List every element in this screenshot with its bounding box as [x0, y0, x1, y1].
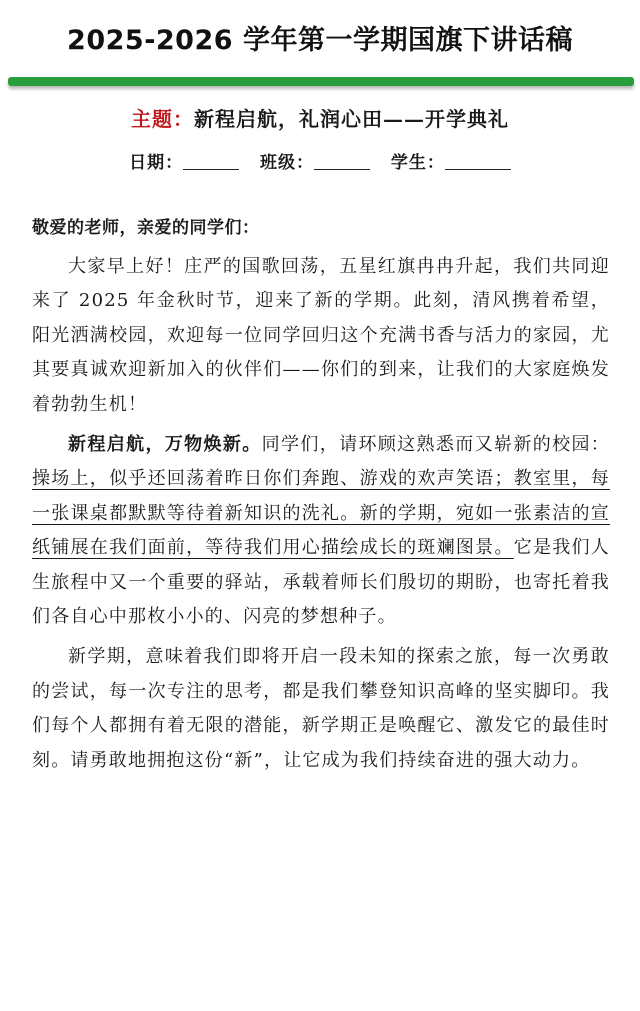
paragraph-3: 新学期，意味着我们即将开启一段未知的探索之旅，每一次勇敢的尝试，每一次专注的思考，都是我们攀登知识高峰的坚实脚印。我们每个人都拥有着无限的潜能，新学期正是唤醒它、激发它的最佳时刻。请勇敢地拥抱这份“新”，让它成为我们持续奋进的强大动力。 — [32, 646, 610, 771]
paragraph-2-text-b: 它是我们人生旅程中又一个重要的驿站，承载着师长们殷切的期盼，也寄托着我们各自心中那枚小小的、闪亮的梦想种子。 — [32, 537, 611, 628]
meta-line — [0, 148, 640, 173]
class-label: 班级： — [260, 153, 314, 173]
theme-line — [0, 103, 640, 132]
paragraph-2-text-a: 同学们，请环顾这熟悉而又崭新的校园： — [261, 434, 611, 456]
date-field[interactable] — [183, 153, 239, 170]
student-label: 学生： — [390, 153, 445, 173]
class-field[interactable] — [314, 153, 370, 170]
date-label: 日期： — [129, 153, 184, 173]
greeting: 敬爱的老师，亲爱的同学们： — [32, 218, 260, 238]
paragraph-1: 大家早上好！庄严的国歌回荡，五星红旗冉冉升起，我们共同迎来了 2025 年金秋时节，迎来了新的学期。此刻，清风携着希望，阳光洒满校园，欢迎每一位同学回归这个充满书香与活力的家园，尤其要真诚欢迎新加入的伙伴们——你们的到来，让我们的大家庭焕发着勃勃生机！ — [32, 256, 610, 415]
paragraph-2-lead: 新程启航，万物焕新。 — [68, 434, 262, 456]
title-divider-bar — [8, 77, 634, 86]
speech-body — [32, 250, 610, 784]
theme-text: 新程启航，礼润心田——开学典礼 — [194, 107, 509, 131]
theme-label: 主题： — [131, 107, 194, 131]
paragraph-2-underlined: 操场上，似乎还回荡着昨日你们奔跑、游戏的欢声笑语；教室里，每一张课桌都默默等待着新知识的洗礼。新的学期，宛如一张素洁的宣纸铺展在我们面前，等待我们用心描绘成长的斑斓图景。 — [32, 468, 610, 559]
page-title: 2025-2026 学年第一学期国旗下讲话稿 — [67, 25, 573, 56]
student-field[interactable] — [445, 153, 511, 170]
paragraph-2 — [32, 428, 610, 634]
